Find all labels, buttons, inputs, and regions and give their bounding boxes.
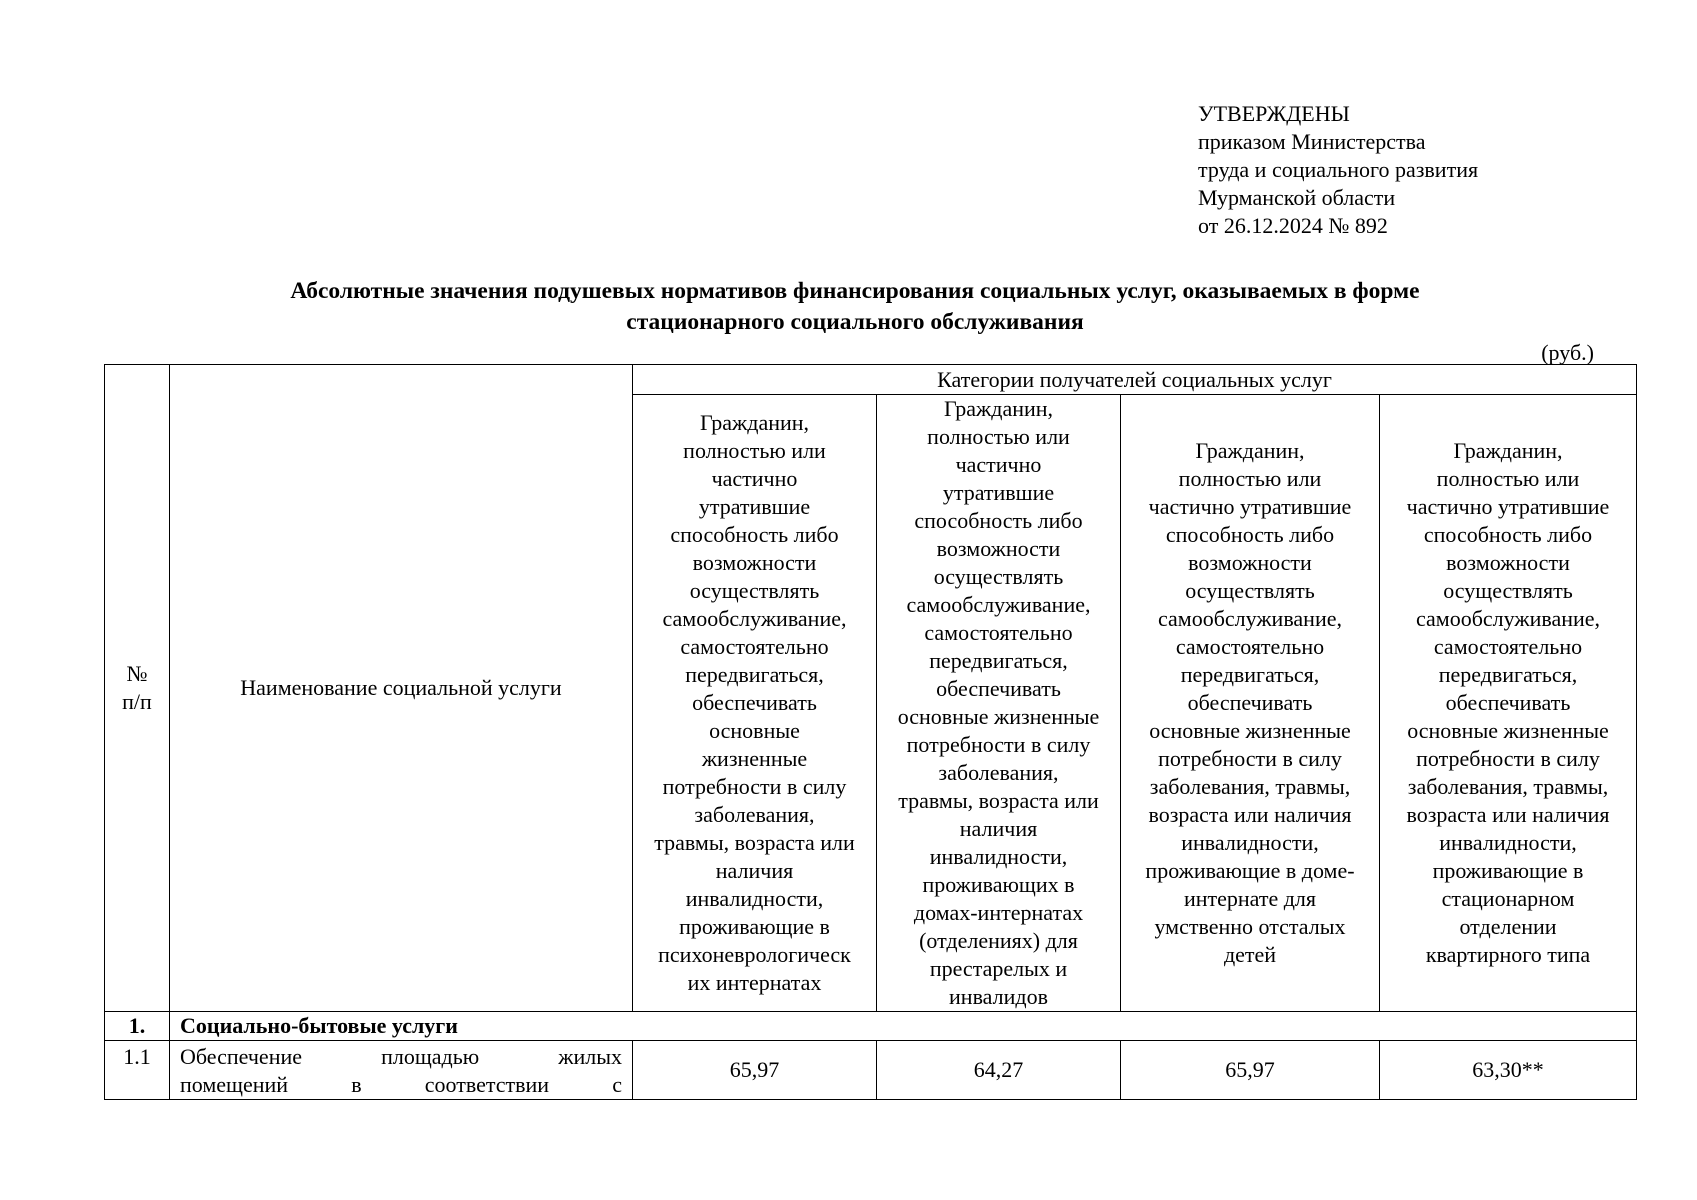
service-name-line: Обеспечение площадью жилых	[180, 1044, 622, 1069]
service-name	[170, 1041, 633, 1100]
value-cell: 63,30**	[1380, 1041, 1637, 1100]
category-cell: Гражданин, полностью или частично утратившие способность либо возможности осуществлять самообслуживание, самостоятельно передвигаться, обеспечивать основные жизненные потребности в силу заболевания, травмы, возраста или наличия инвалидности, проживающие в доме- интернате для умственно отсталых детей	[1121, 395, 1380, 1012]
approval-line: УТВЕРЖДЕНЫ	[1198, 101, 1350, 126]
title-line: Абсолютные значения подушевых нормативов финансирования социальных услуг, оказываемых в форме	[290, 278, 1420, 304]
category-cell: Гражданин, полностью или частично утратившие способность либо возможности осуществлять самообслуживание, самостоятельно передвигаться, обеспечивать основные жизненные потребности в силу заболевания, травмы, возраста или наличия инвалидности, проживающие в стационарном отделении квартирного типа	[1380, 395, 1637, 1012]
title-line: стационарного социального обслуживания	[626, 309, 1084, 335]
name-header: Наименование социальной услуги	[170, 365, 633, 1012]
approval-line: Мурманской области	[1198, 185, 1396, 210]
section-row	[105, 1012, 1637, 1041]
value-cell: 65,97	[1121, 1041, 1380, 1100]
table-row	[105, 1041, 1637, 1100]
approval-line: труда и социального развития	[1198, 157, 1479, 182]
currency-unit: (руб.)	[1541, 340, 1594, 365]
header-row	[105, 365, 1637, 395]
num-header: № п/п	[105, 365, 170, 1012]
norms-table	[104, 364, 1637, 1100]
row-number: 1.1	[105, 1041, 170, 1100]
category-cell: Гражданин, полностью или частично утратившие способность либо возможности осуществлять самообслуживание, самостоятельно передвигаться, обеспечивать основные жизненные потребности в силу заболевания, травмы, возраста или наличия инвалидности, проживающие в психоневрологическ их интернатах	[633, 395, 877, 1012]
value-cell: 64,27	[877, 1041, 1121, 1100]
service-name-line: помещений в соответствии с	[180, 1072, 622, 1097]
approval-line: приказом Министерства	[1198, 129, 1426, 154]
approval-line: от 26.12.2024 № 892	[1198, 213, 1388, 238]
document-title	[100, 276, 1610, 338]
categories-header: Категории получателей социальных услуг	[633, 365, 1637, 395]
approval-block	[1198, 100, 1478, 240]
section-number: 1.	[105, 1012, 170, 1041]
category-cell: Гражданин, полностью или частично утратившие способность либо возможности осуществлять самообслуживание, самостоятельно передвигаться, обеспечивать основные жизненные потребности в силу заболевания, травмы, возраста или наличия инвалидности, проживающих в домах-интернатах (отделениях) для престарелых и инвалидов	[877, 395, 1121, 1012]
value-cell: 65,97	[633, 1041, 877, 1100]
section-name: Социально-бытовые услуги	[170, 1012, 1637, 1041]
